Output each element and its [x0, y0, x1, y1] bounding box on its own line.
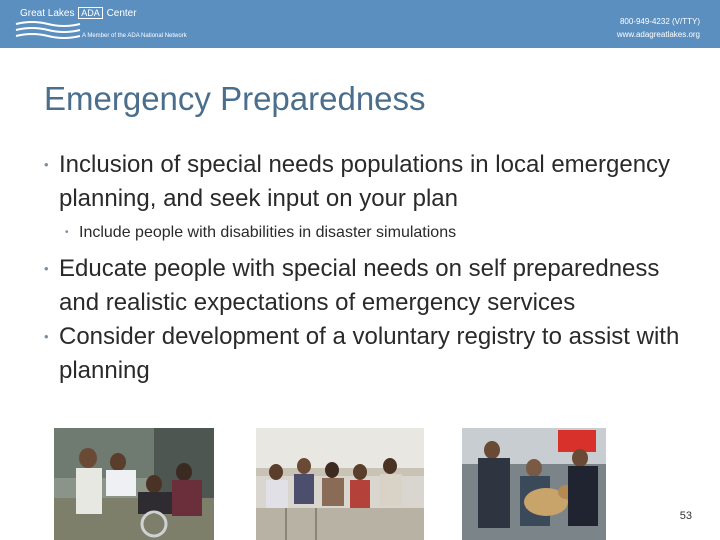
sub-bullet-item: • Include people with disabilities in disaster simulations — [60, 223, 700, 243]
great-lakes-logo — [14, 5, 214, 43]
header-banner — [0, 0, 720, 48]
page-number: 53 — [679, 510, 692, 522]
shelter-crowd-photo — [256, 428, 424, 540]
contact-info — [617, 15, 700, 41]
bullet-item: • Consider development of a voluntary registry to assist with planning — [40, 320, 700, 388]
logo-subtitle: A Member of the ADA National Network — [82, 33, 187, 39]
slide-title: Emergency Preparedness — [44, 80, 426, 117]
rescue-dog-photo — [462, 428, 606, 540]
bullet-item: • Inclusion of special needs populations in local emergency planning, and seek input on your plan — [40, 148, 700, 216]
wave-icon — [14, 19, 84, 43]
flood-rescue-photo — [54, 428, 214, 540]
logo-title: Great Lakes ADA Center — [20, 8, 137, 19]
logo-badge: ADA — [78, 7, 103, 19]
bullet-item: • Educate people with special needs on self preparedness and realistic expectations of emergency services — [40, 252, 700, 320]
phone-number: 800-949-4232 (V/TTY) — [619, 17, 700, 26]
website-link[interactable]: www.adagreatlakes.org — [616, 30, 700, 39]
bullet-list — [40, 148, 700, 388]
